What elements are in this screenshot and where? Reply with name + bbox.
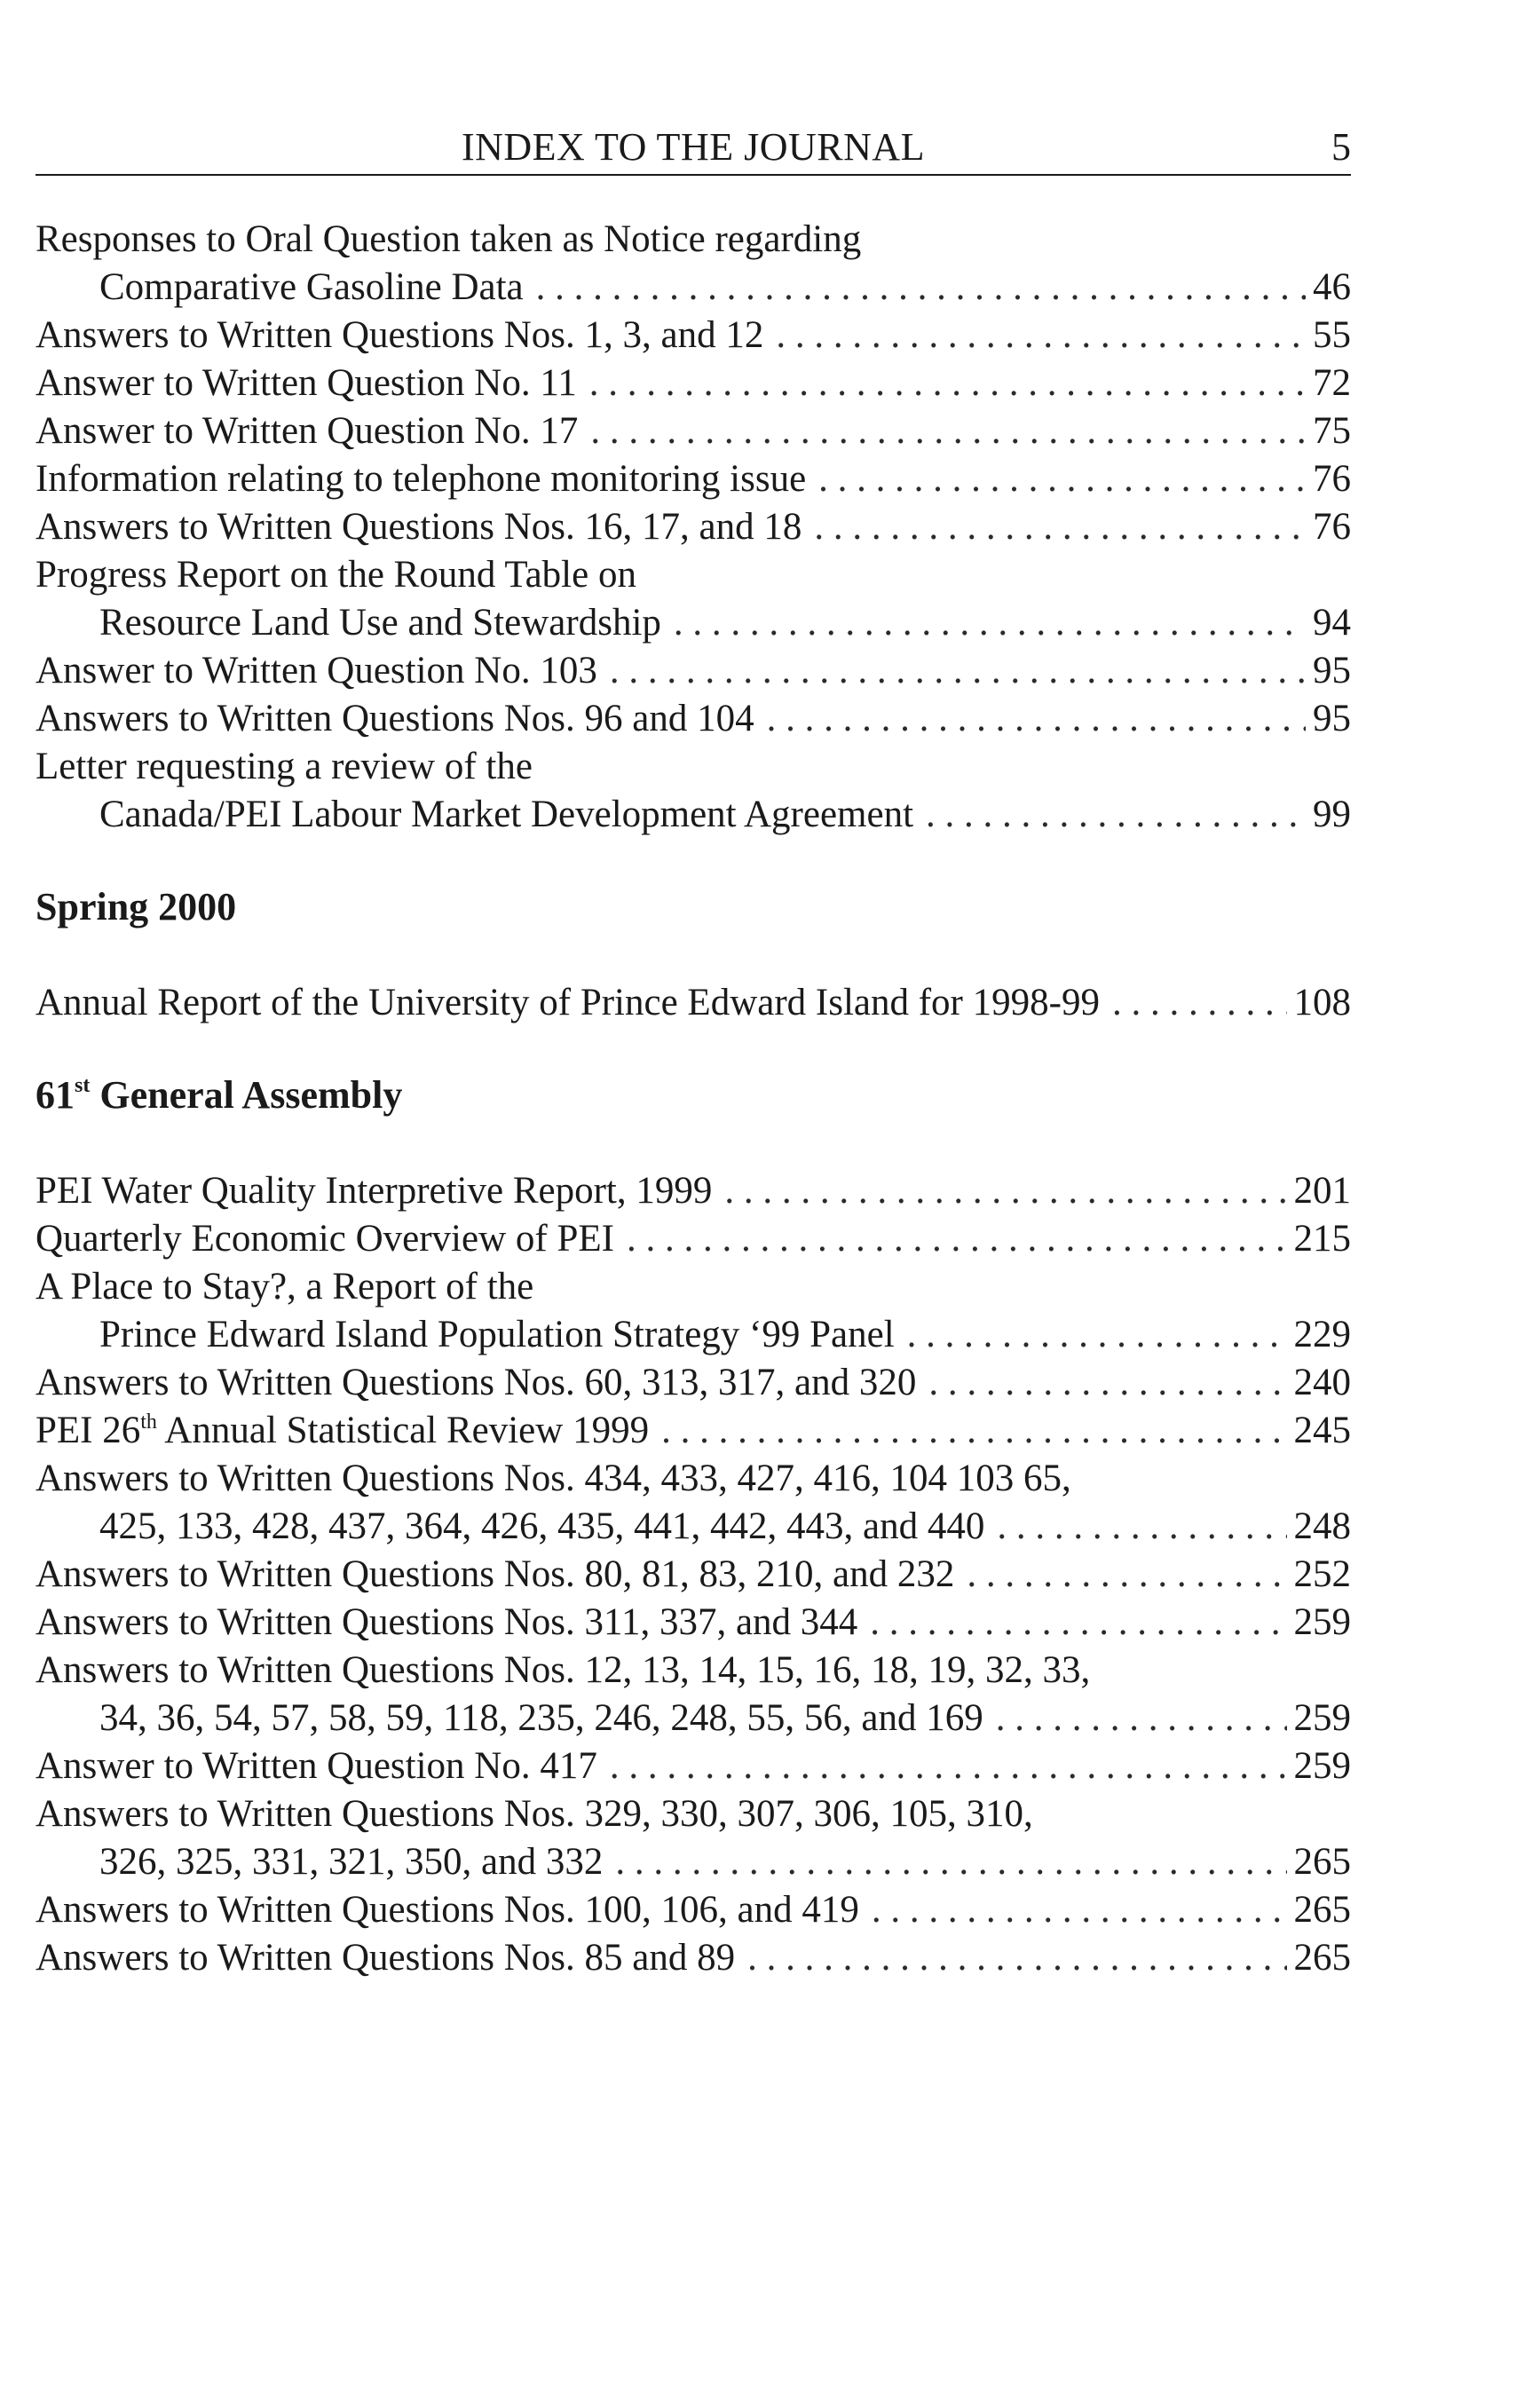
entry-text: 425, 133, 428, 437, 364, 426, 435, 441, 442, 443, and 440 [99,1505,985,1547]
dot-leader [818,455,1306,503]
entry-page-number: 76 [1313,506,1351,548]
dot-leader [870,1599,1286,1647]
dot-leader [928,1359,1286,1407]
entry-text: Information relating to telephone monitoring issue [36,458,807,500]
index-entry [36,1742,1351,1790]
index-entry [36,359,1351,407]
entry-text: Answers to Written Questions Nos. 60, 313, 317, and 320 [36,1362,917,1403]
entry-page-number: 245 [1293,1410,1351,1451]
entry-page-number: 94 [1313,602,1351,644]
index-entry [36,312,1351,359]
entry-page-number: 252 [1293,1553,1351,1595]
entry-page-number: 265 [1293,1889,1351,1931]
entry-page-number: 95 [1313,698,1351,739]
entry-text: PEI Water Quality Interpretive Report, 1999 [36,1170,713,1212]
dot-leader [997,1503,1286,1551]
entry-text: Answers to Written Questions Nos. 80, 81, 83, 210, and 232 [36,1553,955,1595]
entry-page-number: 229 [1293,1314,1351,1355]
index-section-61st-general-assembly [36,1071,1351,1982]
entry-page-number: 55 [1313,314,1351,356]
index-entry [36,1359,1351,1407]
entry-text: Responses to Oral Question taken as Notice regarding [36,218,862,260]
index-entry [36,1934,1351,1982]
dot-leader [589,359,1306,407]
index-entry [36,743,1351,839]
running-header [36,124,1351,176]
entry-text: Answer to Written Question No. 103 [36,650,597,691]
entry-text: Answer to Written Question No. 11 [36,362,577,404]
entry-page-number: 201 [1293,1170,1351,1212]
entry-text: Answer to Written Question No. 17 [36,410,579,452]
entry-text: Answers to Written Questions Nos. 96 and 104 [36,698,754,739]
header-page-number: 5 [1331,125,1351,169]
entry-page-number: 265 [1293,1841,1351,1883]
index-entry [36,216,1351,312]
index-entry [36,551,1351,647]
entry-text: Answers to Written Questions Nos. 1, 3, and 12 [36,314,764,356]
dot-leader [1112,979,1287,1027]
entry-page-number: 46 [1313,266,1351,308]
dot-leader [610,647,1306,695]
dot-leader [872,1886,1287,1934]
index-entry [36,1647,1351,1742]
entry-page-number: 76 [1313,458,1351,500]
entry-text: Quarterly Economic Overview of PEI [36,1218,614,1260]
dot-leader [907,1311,1287,1359]
index-entry [36,1599,1351,1647]
entry-text: Answers to Written Questions Nos. 100, 106, and 419 [36,1889,859,1931]
entry-text: Answer to Written Question No. 417 [36,1745,597,1787]
entry-text: Annual Report of the University of Prince Edward Island for 1998-99 [36,982,1100,1023]
section-heading: 61st General Assembly [36,1073,403,1117]
dot-leader [536,264,1306,312]
index-entry [36,1407,1351,1455]
entry-text: Resource Land Use and Stewardship [99,602,661,644]
entry-text: Answers to Written Questions Nos. 16, 17, and 18 [36,506,802,548]
entry-page-number: 259 [1293,1745,1351,1787]
entry-text: Progress Report on the Round Table on [36,554,636,596]
index-entry [36,1263,1351,1359]
dot-leader [724,1167,1286,1215]
dot-leader [674,599,1306,647]
entry-page-number: 259 [1293,1601,1351,1643]
dot-leader [590,407,1306,455]
index-entry [36,647,1351,695]
dot-leader [996,1695,1287,1742]
entry-page-number: 248 [1293,1505,1351,1547]
dot-leader [615,1838,1286,1886]
entry-page-number: 72 [1313,362,1351,404]
dot-leader [967,1551,1286,1599]
dot-leader [747,1934,1286,1982]
entry-text: 34, 36, 54, 57, 58, 59, 118, 235, 246, 248, 55, 56, and 169 [99,1697,983,1739]
entry-text: Prince Edward Island Population Strategy ‘99 Panel [99,1314,895,1355]
index-entry [36,1455,1351,1551]
dot-leader [776,312,1306,359]
index-section-spring-2000 [36,883,1351,1027]
dot-leader [627,1215,1287,1263]
dot-leader [926,791,1306,839]
index-entry [36,455,1351,503]
index-entry [36,1167,1351,1215]
dot-leader [661,1407,1286,1455]
entry-text: Comparative Gasoline Data [99,266,524,308]
entry-page-number: 240 [1293,1362,1351,1403]
entry-page-number: 75 [1313,410,1351,452]
entry-text: 326, 325, 331, 321, 350, and 332 [99,1841,604,1883]
index-entry [36,503,1351,551]
index-entry [36,695,1351,743]
index-entry [36,979,1351,1027]
entry-text: Answers to Written Questions Nos. 85 and 89 [36,1937,736,1979]
entry-page-number: 99 [1313,794,1351,835]
entry-page-number: 215 [1293,1218,1351,1260]
header-title: INDEX TO THE JOURNAL [461,125,926,169]
entry-text: Answers to Written Questions Nos. 329, 330, 307, 306, 105, 310, [36,1793,1033,1835]
index-entry [36,1215,1351,1263]
entry-text: Canada/PEI Labour Market Development Agreement [99,794,914,835]
section-heading: Spring 2000 [36,885,237,928]
entry-text: A Place to Stay?, a Report of the [36,1266,534,1308]
entry-text: Answers to Written Questions Nos. 434, 433, 427, 416, 104 103 65, [36,1458,1071,1499]
index-entry [36,1886,1351,1934]
dot-leader [814,503,1306,551]
index-entry [36,1790,1351,1886]
entry-text: Answers to Written Questions Nos. 12, 13, 14, 15, 16, 18, 19, 32, 33, [36,1649,1091,1691]
entry-text: PEI 26th Annual Statistical Review 1999 [36,1410,650,1451]
dot-leader [767,695,1306,743]
index-content [36,216,1351,1982]
entry-page-number: 265 [1293,1937,1351,1979]
index-section-continued [36,216,1351,839]
dot-leader [610,1742,1287,1790]
index-entry [36,407,1351,455]
index-entry [36,1551,1351,1599]
entry-text: Letter requesting a review of the [36,746,533,787]
entry-page-number: 259 [1293,1697,1351,1739]
entry-page-number: 108 [1293,982,1351,1023]
entry-text: Answers to Written Questions Nos. 311, 337, and 344 [36,1601,858,1643]
entry-page-number: 95 [1313,650,1351,691]
